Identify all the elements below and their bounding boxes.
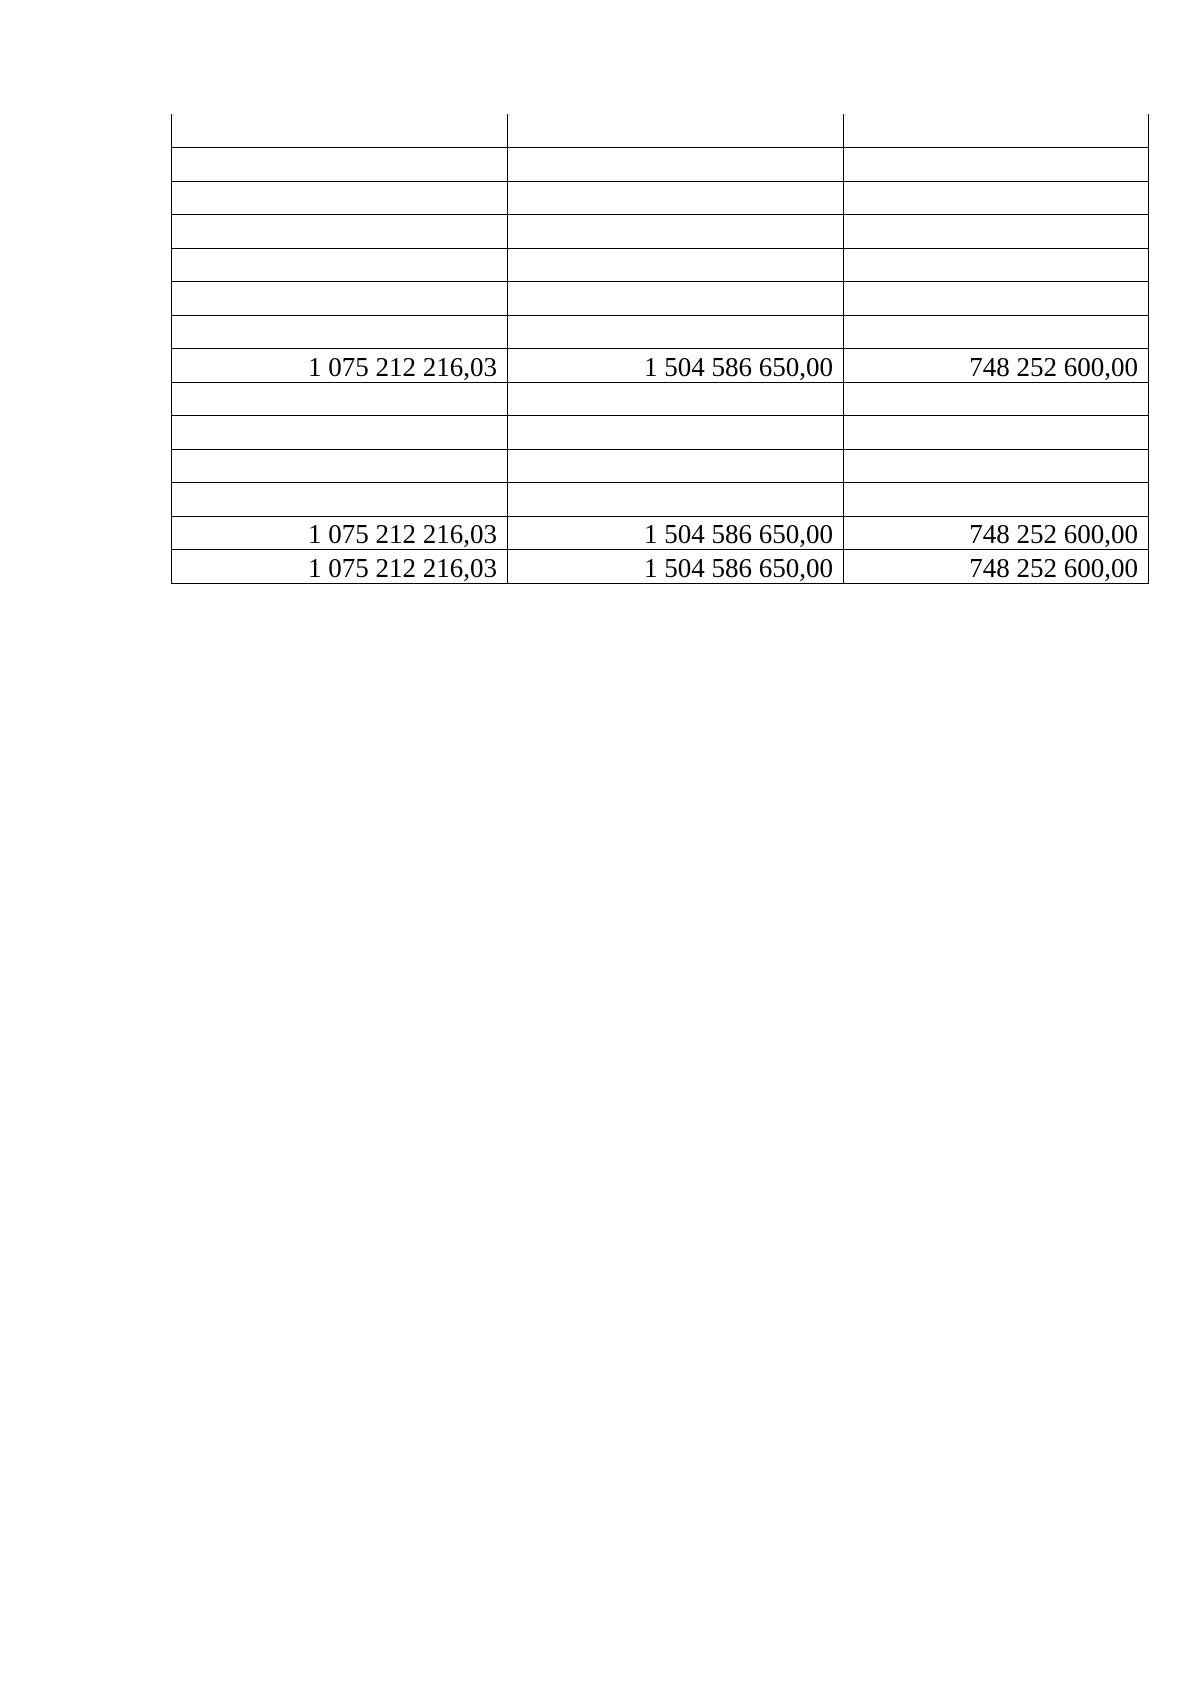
table-cell — [172, 148, 508, 182]
table-cell: 1 504 586 650,00 — [508, 516, 844, 550]
table-cell: 1 504 586 650,00 — [508, 550, 844, 584]
table-cell: 1 075 212 216,03 — [172, 516, 508, 550]
table-row — [172, 282, 1149, 316]
table-cell — [844, 215, 1149, 249]
table-cell — [508, 282, 844, 316]
table-cell — [844, 248, 1149, 282]
table-row — [172, 181, 1149, 215]
table-row-total — [172, 550, 1149, 584]
table-cell — [508, 315, 844, 349]
table-cell: 1 504 586 650,00 — [508, 349, 844, 383]
table-cell — [844, 315, 1149, 349]
table-cell — [844, 148, 1149, 182]
table-cell — [844, 416, 1149, 450]
table-cell — [172, 315, 508, 349]
table-row — [172, 315, 1149, 349]
table-cell — [508, 483, 844, 517]
table-cell — [172, 449, 508, 483]
table-cell — [172, 416, 508, 450]
table-cell — [844, 114, 1149, 148]
table-cell — [844, 382, 1149, 416]
table-row — [172, 483, 1149, 517]
table-cell: 748 252 600,00 — [844, 349, 1149, 383]
table-cell — [844, 282, 1149, 316]
table-cell — [508, 181, 844, 215]
table-row — [172, 114, 1149, 148]
table-cell — [508, 382, 844, 416]
table-cell — [172, 382, 508, 416]
table-cell — [172, 282, 508, 316]
table-cell — [172, 248, 508, 282]
table-row — [172, 449, 1149, 483]
table-cell — [172, 215, 508, 249]
table-row — [172, 215, 1149, 249]
table-cell — [844, 181, 1149, 215]
table-cell — [508, 416, 844, 450]
table-row-total — [172, 349, 1149, 383]
table-cell — [508, 215, 844, 249]
table-cell — [508, 114, 844, 148]
table-cell — [508, 248, 844, 282]
budget-table — [171, 114, 1149, 584]
table-cell — [844, 449, 1149, 483]
table-cell — [172, 114, 508, 148]
table-cell — [172, 483, 508, 517]
table-row-total — [172, 516, 1149, 550]
table-cell — [172, 181, 508, 215]
table-row — [172, 416, 1149, 450]
table-cell: 748 252 600,00 — [844, 550, 1149, 584]
table-cell: 1 075 212 216,03 — [172, 550, 508, 584]
table-cell: 748 252 600,00 — [844, 516, 1149, 550]
table-row — [172, 382, 1149, 416]
table-cell — [508, 148, 844, 182]
table-row — [172, 248, 1149, 282]
table-cell: 1 075 212 216,03 — [172, 349, 508, 383]
table-row — [172, 148, 1149, 182]
table-cell — [508, 449, 844, 483]
table-cell — [844, 483, 1149, 517]
